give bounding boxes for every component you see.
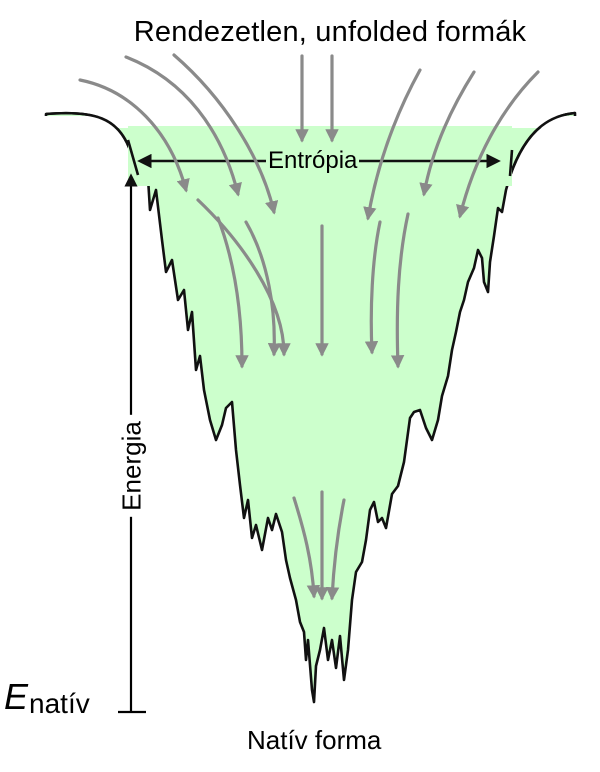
native-form-label: Natív forma	[247, 725, 382, 755]
energy-funnel	[46, 113, 575, 702]
energy-symbol: E	[4, 676, 29, 717]
entropy-label: Entrópia	[268, 147, 358, 174]
native-energy-label	[4, 676, 90, 718]
energy-subscript: natív	[29, 688, 90, 719]
unfolded-states-label: Rendezetlen, unfolded formák	[133, 16, 527, 48]
energy-axis-label: Energia	[117, 415, 148, 517]
